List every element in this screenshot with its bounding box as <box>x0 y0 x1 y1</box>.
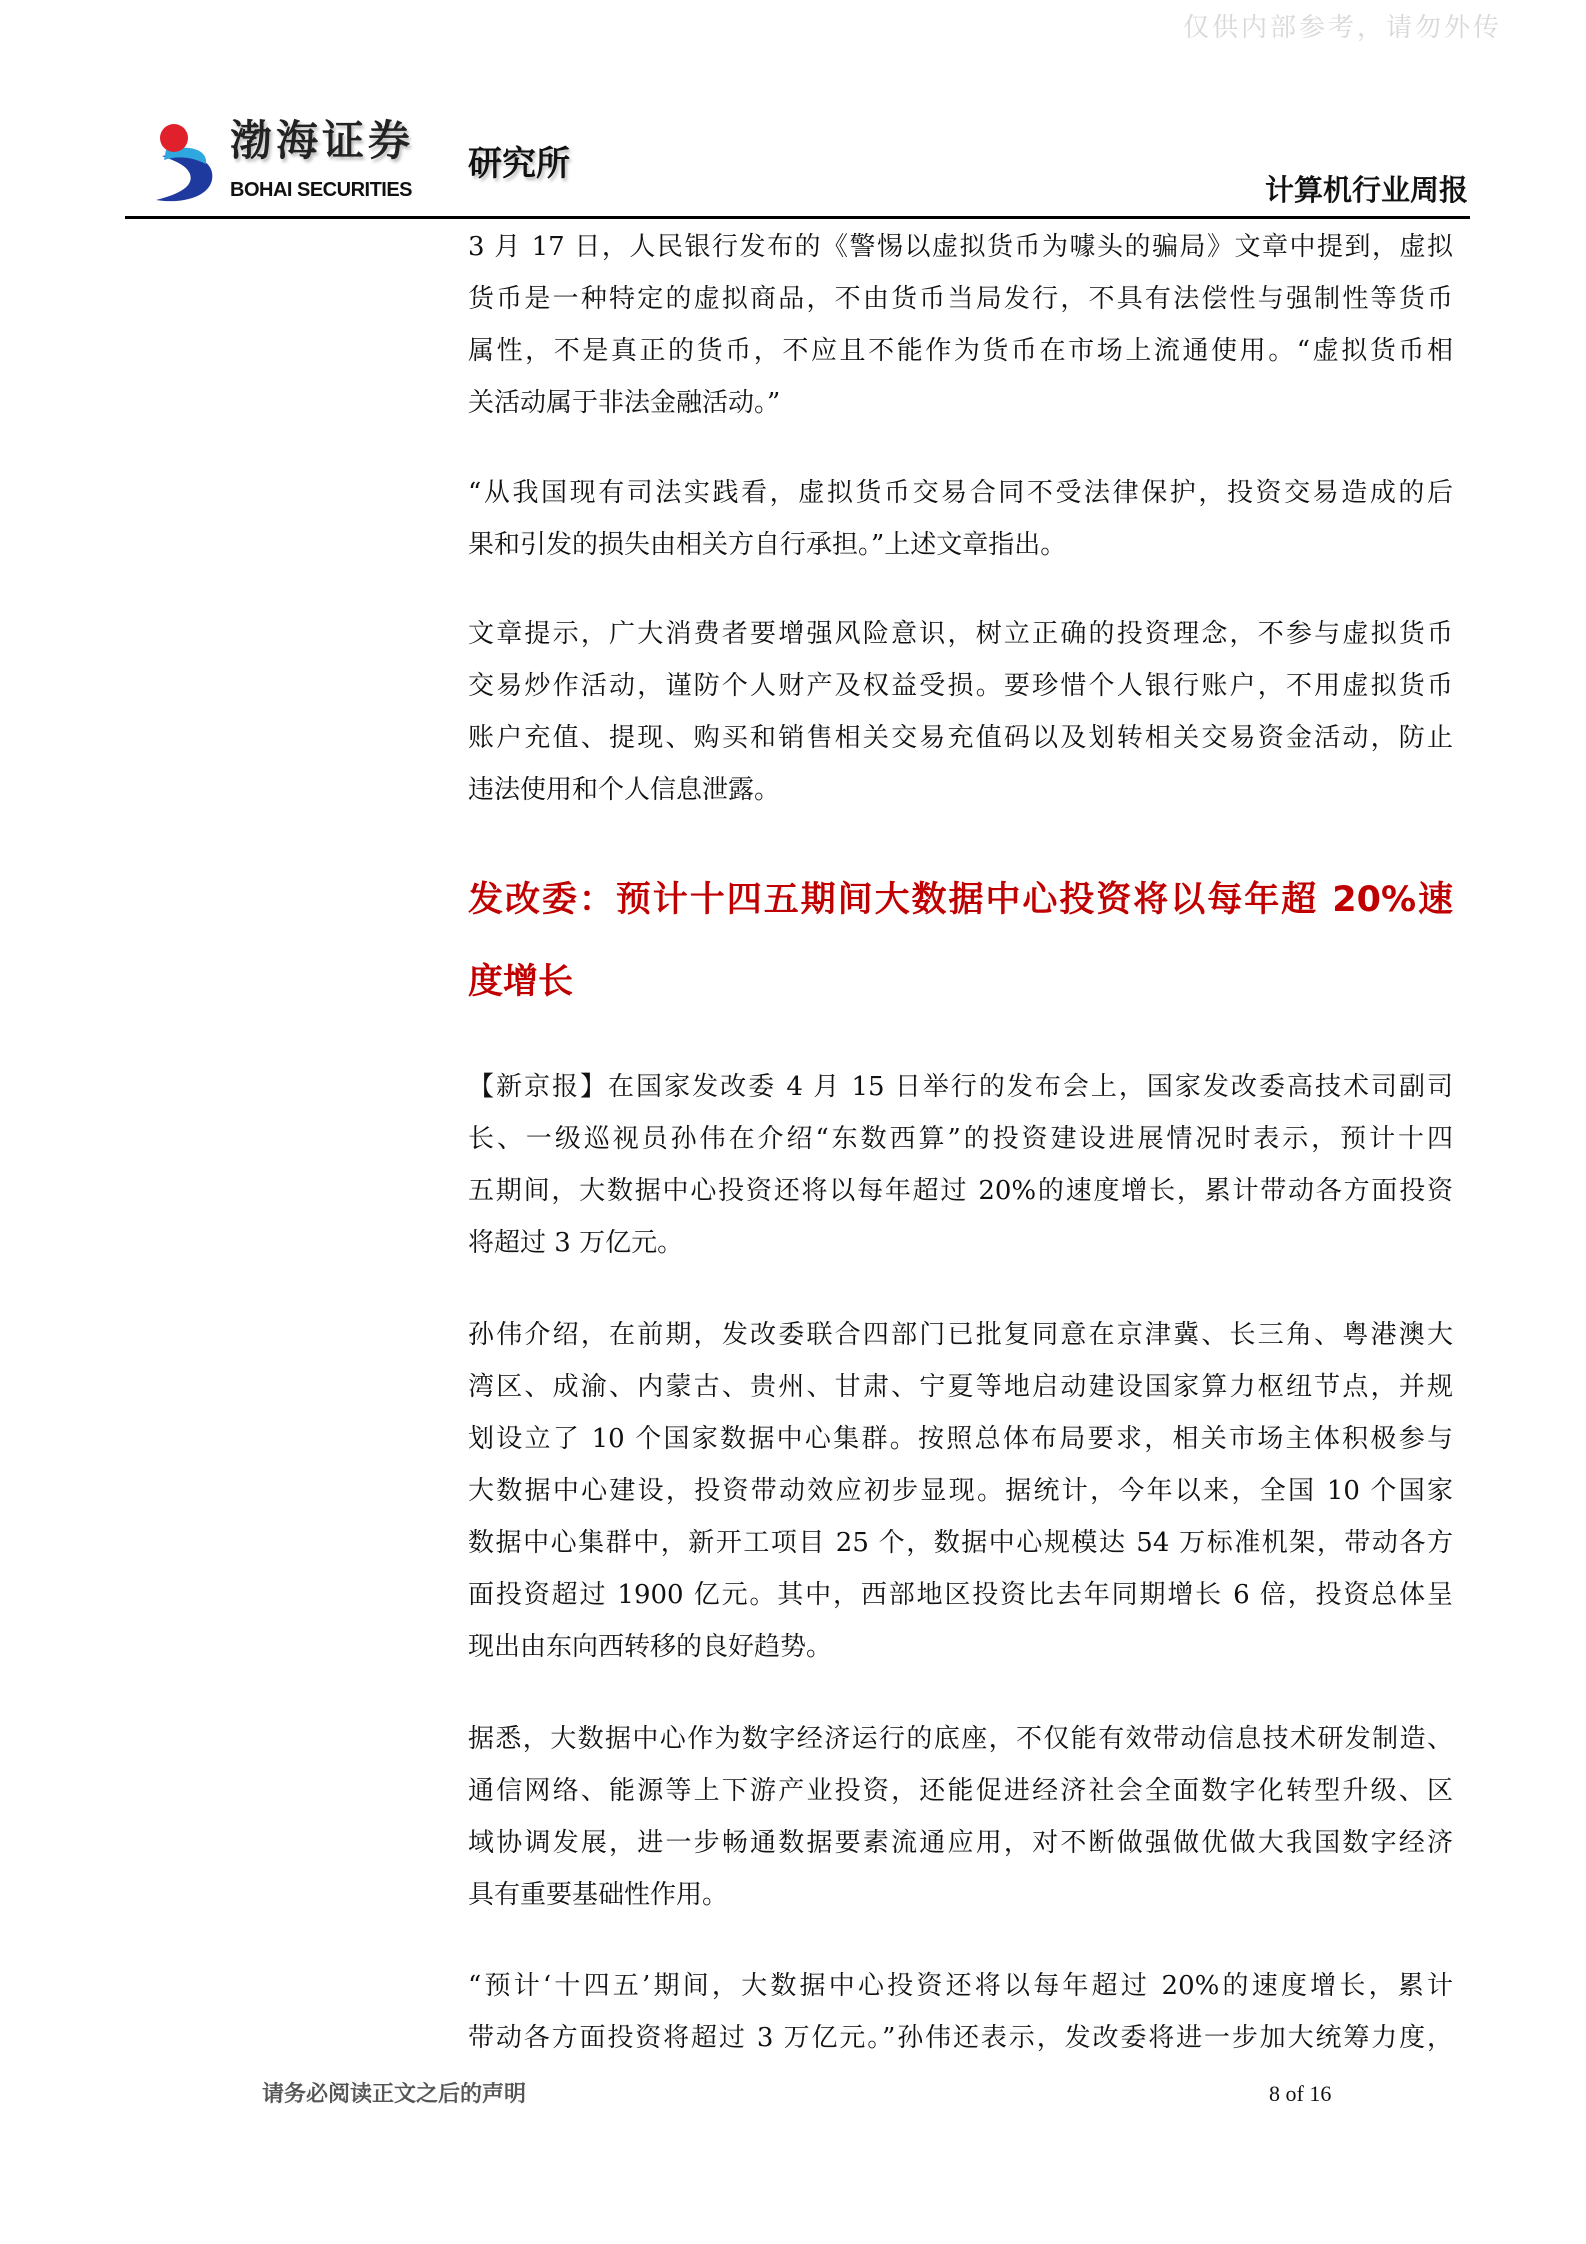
page-number: 8 of 16 <box>1269 2081 1332 2106</box>
logo-english-name: BOHAI SECURITIES <box>230 179 413 201</box>
footer-disclaimer: 请务必阅读正文之后的声明 <box>262 2081 527 2107</box>
paragraph-line: 孙伟介绍，在前期，发改委联合四部门已批复同意在京津冀、长三角、粤港澳大 <box>468 1320 1453 1350</box>
section-heading <box>468 859 1453 1023</box>
paragraph-line: 长、一级巡视员孙伟在介绍“东数西算”的投资建设进展情况时表示，预计十四 <box>468 1124 1453 1154</box>
paragraph-line: 账户充值、提现、购买和销售相关交易充值码以及划转相关交易资金活动，防止 <box>468 723 1453 753</box>
paragraph-line: 湾区、成渝、内蒙古、贵州、甘肃、宁夏等地启动建设国家算力枢纽节点，并规 <box>468 1372 1453 1402</box>
body-paragraph <box>468 1960 1453 2064</box>
logo-chinese-name: 渤海证券 <box>230 116 415 165</box>
paragraph-line: 违法使用和个人信息泄露。 <box>468 775 781 805</box>
paragraph-line: 五期间，大数据中心投资还将以每年超过 20%的速度增长，累计带动各方面投资 <box>468 1176 1453 1206</box>
paragraph-line: 面投资超过 1900 亿元。其中，西部地区投资比去年同期增长 6 倍，投资总体呈 <box>468 1580 1453 1610</box>
header-divider <box>125 216 1470 219</box>
paragraph-line: 关活动属于非法金融活动。” <box>468 388 781 418</box>
heading-line: 度增长 <box>468 962 574 1002</box>
paragraph-line: 带动各方面投资将超过 3 万亿元。”孙伟还表示，发改委将进一步加大统筹力度， <box>468 2023 1453 2053</box>
logo-institute: 研究所 <box>468 144 570 184</box>
logo-emblem-icon <box>150 120 220 206</box>
paragraph-line: 将超过 3 万亿元。 <box>468 1228 684 1258</box>
paragraph-line: 交易炒作活动，谨防个人财产及权益受损。要珍惜个人银行账户，不用虚拟货币 <box>468 671 1453 701</box>
heading-line: 发改委：预计十四五期间大数据中心投资将以每年超 20%速 <box>468 880 1453 920</box>
body-paragraph <box>468 608 1453 816</box>
company-logo <box>150 118 590 210</box>
paragraph-line: 域协调发展，进一步畅通数据要素流通应用，对不断做强做优做大我国数字经济 <box>468 1828 1453 1858</box>
paragraph-line: 数据中心集群中，新开工项目 25 个，数据中心规模达 54 万标准机架，带动各方 <box>468 1528 1453 1558</box>
paragraph-line: 【新京报】在国家发改委 4 月 15 日举行的发布会上，国家发改委高技术司副司 <box>468 1072 1453 1102</box>
paragraph-line: 果和引发的损失由相关方自行承担。”上述文章指出。 <box>468 530 1067 560</box>
body-paragraph <box>468 1061 1453 1269</box>
body-paragraph <box>468 1309 1453 1673</box>
body-paragraph <box>468 467 1453 571</box>
paragraph-line: “从我国现有司法实践看，虚拟货币交易合同不受法律保护，投资交易造成的后 <box>468 478 1453 508</box>
paragraph-line: “预计‘十四五’期间，大数据中心投资还将以每年超过 20%的速度增长，累计 <box>468 1971 1453 2001</box>
paragraph-line: 属性，不是真正的货币，不应且不能作为货币在市场上流通使用。“虚拟货币相 <box>468 336 1453 366</box>
paragraph-line: 通信网络、能源等上下游产业投资，还能促进经济社会全面数字化转型升级、区 <box>468 1776 1453 1806</box>
body-paragraph <box>468 221 1453 429</box>
paragraph-line: 文章提示，广大消费者要增强风险意识，树立正确的投资理念，不参与虚拟货币 <box>468 619 1453 649</box>
paragraph-line: 据悉，大数据中心作为数字经济运行的底座，不仅能有效带动信息技术研发制造、 <box>468 1724 1453 1754</box>
paragraph-line: 大数据中心建设，投资带动效应初步显现。据统计，今年以来，全国 10 个国家 <box>468 1476 1453 1506</box>
paragraph-line: 货币是一种特定的虚拟商品，不由货币当局发行，不具有法偿性与强制性等货币 <box>468 284 1453 314</box>
body-paragraph <box>468 1713 1453 1921</box>
paragraph-line: 划设立了 10 个国家数据中心集群。按照总体布局要求，相关市场主体积极参与 <box>468 1424 1453 1454</box>
paragraph-line: 具有重要基础性作用。 <box>468 1880 729 1910</box>
report-type: 计算机行业周报 <box>1264 173 1468 207</box>
watermark: 仅供内部参考，请勿外传 <box>1183 13 1503 43</box>
paragraph-line: 3 月 17 日，人民银行发布的《警惕以虚拟货币为噱头的骗局》文章中提到，虚拟 <box>468 232 1453 262</box>
paragraph-line: 现出由东向西转移的良好趋势。 <box>468 1632 833 1662</box>
